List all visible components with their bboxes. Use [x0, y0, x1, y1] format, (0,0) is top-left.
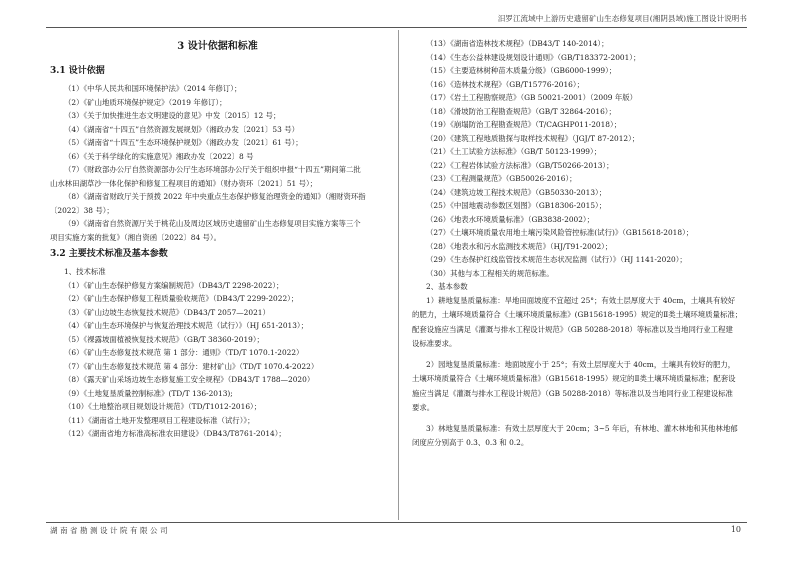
para-line: 土壤环境质量符合《土壤环境质量标准》（GB15618-1995）规定的Ⅱ类土壤环境质量标准；配套设 — [412, 374, 736, 383]
para-line: 设标准要求。 — [412, 339, 457, 348]
header-rule — [46, 27, 747, 28]
para-line: 配套设施应当满足《灌溉与排水工程设计规范》（GB 50288-2018）等标准以及当地同行业工程建 — [412, 324, 733, 334]
right-column — [412, 37, 747, 451]
standard-item: （16）《造林技术规程》（GB/T15776-2016）； — [426, 79, 584, 89]
subsection-label: 2、基本参数 — [426, 282, 468, 291]
left-column — [50, 37, 385, 441]
standard-item: （4）《矿山生态环境保护与恢复治理技术规范（试行）》（HJ 651-2013）； — [64, 321, 309, 330]
para-line: 2）园地复垦质量标准：地面坡度小于 25°；有效土层厚度大于 40cm，土壤具有较好的肥力， — [426, 359, 736, 369]
standard-item: （13）《湖南省造林技术规程》（DB43/T 140-2014）； — [426, 39, 609, 48]
page-header: 汨罗江流域中上游历史遗留矿山生态修复项目(湘阴县域)施工图设计说明书 — [497, 14, 747, 23]
standard-item: （30）其他与本工程相关的规范标准。 — [426, 268, 554, 278]
standard-item: （10）《土地整治项目规划设计规范》（TD/T1012-2016）； — [64, 402, 262, 411]
standard-item: （15）《主要造林树种苗木质量分级》（GB6000-1999）； — [426, 66, 617, 75]
basis-item-cont: 山水林田湖草沙一体化保护和修复工程项目的通知》（财办资环〔2021〕51 号）； — [50, 178, 318, 188]
footer-rule — [46, 522, 747, 523]
para-line: 闭度应分别高于 0.3、0.3 和 0.2。 — [412, 438, 529, 447]
basis-item-cont: 项目实施方案的批复》（湘自资函〔2022〕84 号）。 — [50, 232, 221, 242]
standard-item: （22）《工程岩体试验方法标准》（GB/T50266-2013）； — [426, 160, 614, 170]
basis-item: （7）《财政部办公厅自然资源部办公厅生态环境部办公厅关于组织申报“十四五”期间第二批 — [64, 165, 361, 174]
standard-item: （29）《生态保护红线监管技术规范生态状况监测（试行）》（HJ 1141-2020）； — [426, 255, 687, 264]
basis-item: （2）《矿山地质环境保护规定》（2019 年修订）； — [64, 97, 227, 107]
standard-item: （21）《土工试验方法标准》（GB/T 50123-1999）； — [426, 147, 602, 156]
standard-item: （28）《地表水和污水监测技术规范》（HJ/T91-2002）； — [426, 241, 613, 251]
standard-item: （14）《生态公益林建设规划设计通则》（GB/T183372-2001）； — [426, 52, 641, 62]
section-3-1-title: 3.1 设计依据 — [50, 66, 105, 76]
standard-item: （9）《土地复垦质量控制标准》(TD/T 136-2013); — [64, 388, 233, 398]
page-number: 10 — [730, 525, 741, 534]
standard-item: （2）《矿山生态保护修复工程质量验收规范》（DB43/T 2299-2022）； — [64, 294, 299, 303]
para-line: 要求。 — [412, 403, 435, 412]
basis-item: （8）《湖南省财政厅关于预拨 2022 年中央重点生态保护修复治理资金的通知》（湘财资环指 — [64, 192, 366, 201]
standard-item: （7）《矿山生态修复技术规范 第 4 部分：建材矿山》（TD/T 1070.4-2022） — [64, 361, 319, 371]
para-line: 1）耕地复垦质量标准：旱地田面坡度不宜超过 25°；有效土层厚度大于 40cm，土壤具有较好 — [426, 295, 736, 305]
standard-item: （23）《工程测量规范》（GB50026-2016）； — [426, 174, 577, 183]
standard-item: （3）《矿山边坡生态恢复技术规范》（DB43/T 2057—2021） — [64, 307, 270, 317]
standard-item: （12）《湖南省地方标准高标准农田建设》（DB43/T8761-2014）； — [64, 429, 286, 438]
standard-item: （5）《裸露坡面植被恢复技术规范》（GB/T 38360-2019）； — [64, 334, 264, 344]
section-3-2-title: 3.2 主要技术标准及基本参数 — [50, 249, 168, 259]
basis-item: （6）《关于科学绿化的实施意见》湘政办发〔2022〕8 号 — [64, 151, 254, 161]
standard-item: （17）《岩土工程勘察规范》（GB 50021-2001）（2009 年版） — [426, 93, 637, 102]
standard-item: （1）《矿山生态保护修复方案编制规范》（DB43/T 2298-2022）； — [64, 280, 284, 290]
standard-item: （8）《露天矿山采场边坡生态修复施工安全规程》（DB43/T 1788—2020） — [64, 375, 315, 384]
footer-org: 湖南省勘测设计院有限公司 — [50, 526, 170, 535]
para-line: 3）林地复垦质量标准：有效土层厚度大于 20cm；3~5 年后，有林地、灌木林地和其他林地郁 — [426, 423, 738, 433]
para-line: 施应当满足《灌溉与排水工程设计规范》（GB 50288-2018）等标准以及当地同行业工程建设标准 — [412, 388, 733, 398]
basis-item: （5）《湖南省“十四五”生态环境保护规划》（湘政办发〔2021〕61 号）； — [64, 138, 303, 147]
param-farmland — [412, 294, 747, 352]
param-garden — [412, 358, 747, 416]
subsection-label: 1、技术标准 — [64, 267, 106, 276]
basis-item-cont: 〔2022〕38 号）； — [50, 205, 114, 215]
basis-item: （1）《中华人民共和国环境保护法》（2014 年修订）； — [64, 84, 242, 93]
standard-item: （18）《滑坡防治工程勘查规范》（GB/T 32864-2016）； — [426, 106, 616, 116]
standard-item: （20）《建筑工程地质勘探与取样技术规程》（JGJ/T 87-2012）； — [426, 133, 640, 143]
chapter-title: 3 设计依据和标准 — [177, 41, 258, 52]
standard-item: （11）《湖南省土地开发整理项目工程建设标准（试行）》； — [64, 415, 255, 425]
standard-item: （25）《中国地震动参数区划图》（GB18306-2015）； — [426, 201, 607, 210]
para-line: 的肥力，土壤环境质量符合《土壤环境质量标准》(GB15618-1995）规定的Ⅱ类土壤环境质量标准； — [412, 310, 743, 319]
basis-item: （9）《湖南省自然资源厅关于桃花山及周边区域历史遗留矿山生态修复项目实施方案等三个 — [64, 219, 361, 228]
standard-item: （27）《土壤环境质量农用地土壤污染风险管控标准(试行)》（GB15618-2018）； — [426, 228, 694, 237]
basis-item: （3）《关于加快推进生态文明建设的意见》中发〔2015〕12 号； — [64, 111, 281, 120]
param-forest — [412, 422, 747, 451]
standard-item: （6）《矿山生态修复技术规范 第 1 部分：通则》（TD/T 1070.1-2022） — [64, 348, 304, 357]
column-divider — [398, 30, 399, 520]
standard-item: （19）《崩塌防治工程勘查规范》（T/CAGHP011-2018）； — [426, 120, 622, 129]
standard-item: （24）《建筑边坡工程技术规范》（GB50330-2013）； — [426, 187, 607, 197]
basis-item: （4）《湖南省“十四五”自然资源发展规划》（湘政办发〔2021〕53 号） — [64, 124, 299, 134]
standard-item: （26）《地表水环境质量标准》（GB3838-2002）； — [426, 214, 595, 224]
